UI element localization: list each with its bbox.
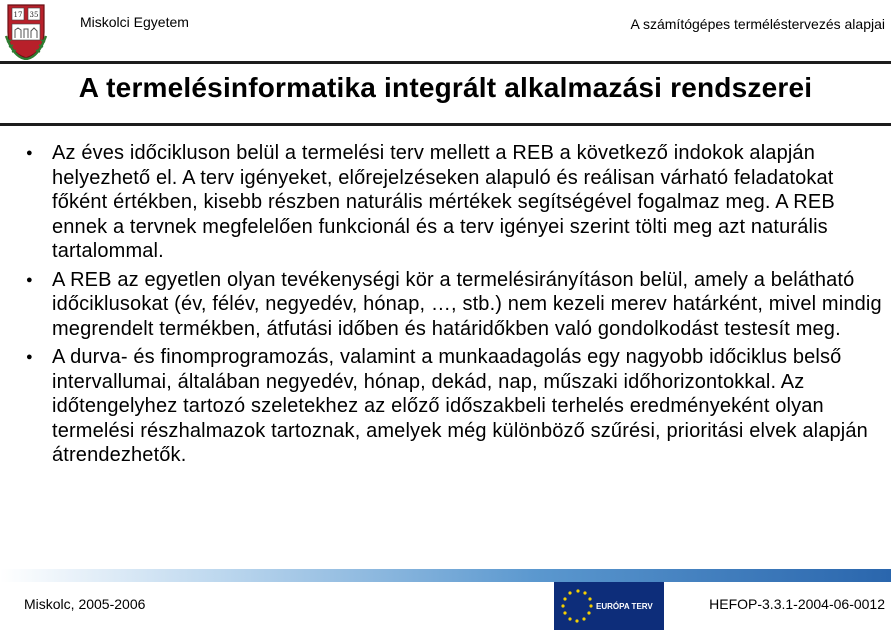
footer-gradient-bar (0, 569, 891, 582)
list-item (24, 345, 884, 468)
eu-stars-icon (554, 582, 664, 630)
institution-name: Miskolci Egyetem (80, 14, 189, 30)
bullet-text: A REB az egyetlen olyan tevékenységi kör a termelésirányításon belül, amely a belátható időciklusokat (év, félév, negyedév, hónap, …, stb.) nem kezeli merev határként, mivel mindig megrendelt termékben, átfutási időben és határidőkben való gondolkodást testesít meg. (52, 268, 882, 340)
footer-location-date: Miskolc, 2005-2006 (24, 596, 146, 612)
svg-text:17: 17 (13, 11, 23, 19)
list-item (24, 141, 884, 264)
bullet-list (24, 141, 884, 472)
slide-title: A termelésinformatika integrált alkalmazási rendszerei (78, 72, 813, 103)
footer-project-code: HEFOP-3.3.1-2004-06-0012 (709, 596, 885, 612)
svg-text:35: 35 (29, 11, 39, 19)
university-crest-logo (4, 2, 48, 60)
title-divider (0, 123, 891, 126)
header-divider (0, 61, 891, 64)
course-title: A számítógépes terméléstervezés alapjai (630, 16, 885, 32)
bullet-icon: ● (26, 351, 33, 363)
eu-logo-text: EURÓPA TERV (596, 602, 653, 611)
bullet-icon: ● (26, 273, 33, 286)
bullet-text: Az éves időcikluson belül a termelési terv mellett a REB a következő indokok alapján helyezhető el. A terv igényeket, előrejelzéseken alapuló és reálisan várható feladatokat főként értékben, kisebb részben naturális mértékek segítségével fogalmaz meg. A REB ennek a tervnek megfelelően funkcionál és a terv igényei szerint tölti meg azt naturális tartalommal. (52, 142, 835, 262)
bullet-icon: ● (26, 147, 33, 159)
europa-terv-logo (554, 582, 664, 630)
list-item (24, 268, 884, 342)
bullet-text: A durva- és finomprogramozás, valamint a munkaadagolás egy nagyobb időciklus belső intervallumai, általában negyedév, hónap, dekád, nap, műszaki időhorizontokkal. Az időtengelyhez tartozó szeletekhez az előző időszakbeli terhelés eredményeként olyan termelési részhalmazok tartoznak, amelyek még különböző szűrési, prioritási elvek alapján átrendezhetők. (52, 346, 868, 466)
